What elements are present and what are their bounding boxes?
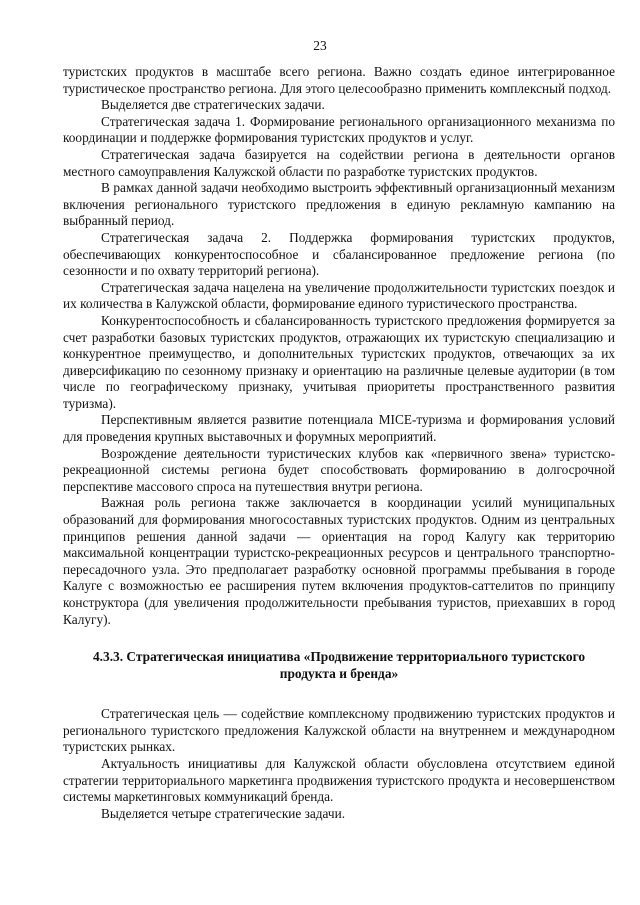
paragraph: Стратегическая задача базируется на содействии региона в деятельности органов местного самоуправления Калужской области по разработке туристских продуктов.: [63, 146, 615, 179]
paragraph: Возрождение деятельности туристических клубов как «первичного звена» туристско-рекреационной системы региона будет способствовать формированию в долгосрочной перспективе массового спроса на путешествия внутри региона.: [63, 445, 615, 494]
section-heading: 4.3.3. Стратегическая инициатива «Продвижение территориального туристского продукта и бренда»: [92, 649, 586, 682]
paragraph: В рамках данной задачи необходимо выстроить эффективный организационный механизм включения регионального туристского предложения в единую рекламную кампанию на выбранный период.: [63, 180, 615, 229]
paragraph: Стратегическая задача нацелена на увеличение продолжительности туристских поездок и их количества в Калужской области, формирование единого туристического пространства.: [63, 279, 615, 312]
paragraph: Выделяется четыре стратегические задачи.: [101, 805, 346, 821]
paragraph: Актуальность инициативы для Калужской области обусловлена отсутствием единой стратегии территориального маркетинга продвижения туристского продукта и несовершенством системы маркетинговых коммуникаций бренда.: [63, 755, 615, 805]
paragraph: туристских продуктов в масштабе всего региона. Важно создать единое интегрированное туристическое пространство региона. Для этого целесообразно применить комплексный подход.: [63, 64, 615, 96]
body-section-bottom: [63, 706, 615, 822]
body-section-top: [63, 64, 615, 628]
paragraph: Стратегическая задача 1. Формирование регионального организационного механизма по координации и поддержке формирования туристских продуктов и услуг.: [63, 113, 615, 146]
paragraph: Выделяется две стратегических задачи.: [101, 97, 325, 113]
paragraph: Конкурентоспособность и сбалансированность туристского предложения формируется за счет разработки базовых туристских продуктов, отражающих их туристскую специализацию и конкурентное преимущество, и дополнительных туристских продуктов, отвечающих за их диверсификацию по сезонному признаку и ориентацию на различные целевые аудитории (в том числе по географическому признаку, учитывая приоритеты пространственного развития туризма).: [63, 312, 615, 411]
page-number: 23: [313, 38, 327, 53]
paragraph: Стратегическая цель — содействие комплексному продвижению туристских продуктов и регионального туристского предложения Калужской области на внутреннем и международном туристских рынках.: [63, 706, 615, 755]
paragraph: Стратегическая задача 2. Поддержка формирования туристских продуктов, обеспечивающих конкурентоспособное и сбалансированное предложение региона (по сезонности и по охвату территорий региона).: [63, 229, 615, 279]
document-body: [63, 64, 615, 822]
paragraph: Важная роль региона также заключается в координации усилий муниципальных образований для формирования многосоставных туристских продуктов. Одним из центральных принципов решения данной задачи — ориентация на город Калугу как территорию максимальной концентрации туристско-рекреационных ресурсов и центрального транспортно-пересадочного узла. Это предполагает разработку основной программы пребывания в городе Калуге с возможностью ее расширения путем включения продуктов-саттелитов по принципу конструктора (для увеличения продолжительности пребывания туристов, приехавших в город Калугу).: [63, 495, 615, 627]
paragraph: Перспективным является развитие потенциала MICE-туризма и формирования условий для проведения крупных выставочных и форумных мероприятий.: [63, 412, 615, 445]
